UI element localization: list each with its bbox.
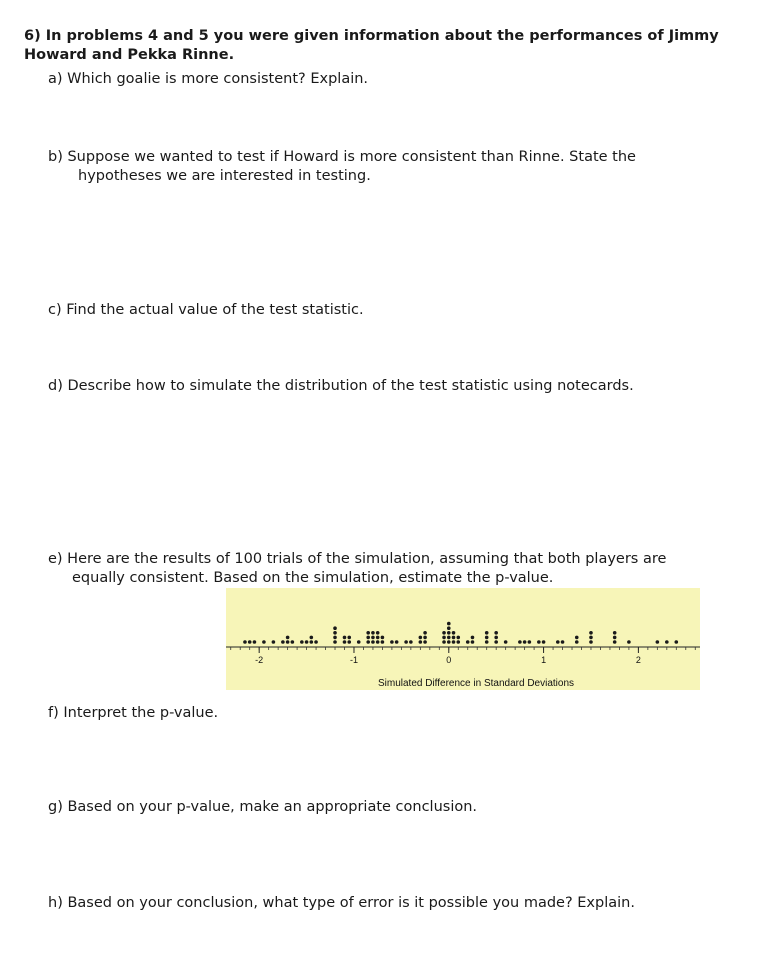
dot-point — [366, 636, 370, 640]
dot-point — [494, 631, 498, 635]
dot-point — [528, 640, 532, 644]
dot-point — [343, 636, 347, 640]
dot-point — [447, 631, 451, 635]
x-tick-label: 1 — [541, 655, 547, 665]
dotplot-chart — [226, 588, 700, 690]
dot-point — [371, 631, 375, 635]
dot-point — [376, 631, 380, 635]
dot-point — [504, 640, 508, 644]
dot-point — [262, 640, 266, 644]
dot-point — [366, 631, 370, 635]
dot-point — [466, 640, 470, 644]
dot-point — [627, 640, 631, 644]
question-h: h) Based on your conclusion, what type of error is it possible you made? Explain. — [48, 895, 635, 911]
dot-point — [523, 640, 527, 644]
dot-point — [442, 631, 446, 635]
dot-point — [291, 640, 295, 644]
question-b-line2: hypotheses we are interested in testing. — [78, 168, 371, 184]
question-f: f) Interpret the p-value. — [48, 705, 219, 721]
question-a: a) Which goalie is more consistent? Explain. — [48, 71, 369, 87]
dot-point — [381, 636, 385, 640]
dot-point — [286, 640, 290, 644]
dot-point — [575, 640, 579, 644]
dot-point — [561, 640, 565, 644]
dot-point — [347, 640, 351, 644]
dot-point — [485, 636, 489, 640]
question-e-line1: e) Here are the results of 100 trials of the simulation, assuming that both players are — [48, 551, 667, 567]
dot-point — [537, 640, 541, 644]
dot-point — [456, 640, 460, 644]
dot-point — [248, 640, 252, 644]
dot-point — [665, 640, 669, 644]
dot-point — [376, 636, 380, 640]
dot-point — [442, 640, 446, 644]
dot-point — [675, 640, 679, 644]
dot-point — [456, 636, 460, 640]
dot-point — [494, 640, 498, 644]
dot-point — [366, 640, 370, 644]
question-b-line1: b) Suppose we wanted to test if Howard is more consistent than Rinne. State the — [48, 149, 636, 165]
dot-point — [253, 640, 257, 644]
dot-point — [447, 636, 451, 640]
dot-point — [485, 640, 489, 644]
dot-point — [485, 631, 489, 635]
dot-point — [419, 636, 423, 640]
dot-point — [423, 631, 427, 635]
dot-point — [381, 640, 385, 644]
dot-point — [556, 640, 560, 644]
dot-point — [589, 640, 593, 644]
dot-point — [409, 640, 413, 644]
dot-point — [452, 631, 456, 635]
dot-point — [371, 636, 375, 640]
dot-point — [404, 640, 408, 644]
dot-point — [281, 640, 285, 644]
x-tick-label: 0 — [446, 655, 452, 665]
x-tick-label: -1 — [349, 655, 358, 665]
dot-point — [447, 622, 451, 626]
dot-point — [447, 626, 451, 630]
dot-point — [314, 640, 318, 644]
dot-point — [357, 640, 361, 644]
question-d: d) Describe how to simulate the distribution of the test statistic using notecards. — [48, 378, 634, 394]
dot-point — [300, 640, 304, 644]
dot-point — [333, 626, 337, 630]
dot-point — [471, 636, 475, 640]
dot-point — [310, 640, 314, 644]
question-e-line2: equally consistent. Based on the simulation, estimate the p-value. — [72, 570, 554, 586]
dot-point — [305, 640, 309, 644]
dot-point — [518, 640, 522, 644]
dot-point — [333, 631, 337, 635]
dot-point — [395, 640, 399, 644]
dot-point — [447, 640, 451, 644]
dot-point — [589, 631, 593, 635]
dot-point — [471, 640, 475, 644]
dot-point — [613, 636, 617, 640]
dot-point — [423, 640, 427, 644]
dot-point — [542, 640, 546, 644]
dot-point — [272, 640, 276, 644]
dot-point — [423, 636, 427, 640]
dot-point — [613, 631, 617, 635]
problem-intro-line1: 6) In problems 4 and 5 you were given information about the performances of Jimmy — [24, 28, 719, 44]
dot-point — [333, 636, 337, 640]
x-axis-title: Simulated Difference in Standard Deviations — [377, 678, 575, 689]
question-c: c) Find the actual value of the test statistic. — [48, 302, 364, 318]
dot-point — [333, 640, 337, 644]
x-axis-tick-labels — [255, 655, 641, 665]
dot-point — [371, 640, 375, 644]
question-g: g) Based on your p-value, make an appropriate conclusion. — [48, 799, 478, 815]
dot-point — [376, 640, 380, 644]
dot-point — [442, 636, 446, 640]
dotplot-points — [243, 622, 678, 644]
dot-point — [243, 640, 247, 644]
dot-point — [575, 636, 579, 640]
dot-point — [419, 640, 423, 644]
dot-point — [347, 636, 351, 640]
dotplot-svg — [226, 588, 700, 690]
x-tick-label: 2 — [635, 655, 641, 665]
dot-point — [656, 640, 660, 644]
x-tick-label: -2 — [255, 655, 264, 665]
dot-point — [452, 636, 456, 640]
dot-point — [613, 640, 617, 644]
dot-point — [494, 636, 498, 640]
dot-point — [310, 636, 314, 640]
dot-point — [343, 640, 347, 644]
problem-intro-line2: Howard and Pekka Rinne. — [24, 47, 235, 63]
dot-point — [452, 640, 456, 644]
dot-point — [589, 636, 593, 640]
dot-point — [390, 640, 394, 644]
dot-point — [286, 636, 290, 640]
